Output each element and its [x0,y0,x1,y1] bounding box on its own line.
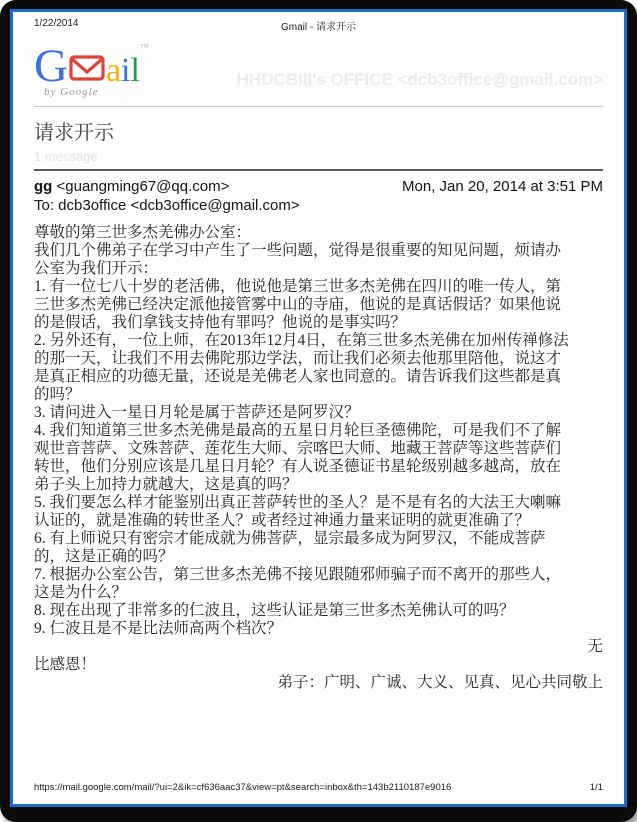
body-line: 8. 现在出现了非常多的仁波且，这些认证是第三世多杰羌佛认可的吗？ [34,602,515,619]
sender [34,177,229,196]
body-line: 5. 我们要怎么样才能鉴别出真正菩萨转世的圣人？是不是有名的大法王大喇嘛 [34,494,562,511]
body-line: 观世音菩萨、文殊菩萨、莲花生大师、宗喀巴大师、地藏王菩萨等这些菩萨们 [34,440,562,457]
message-count: 1 message [34,149,98,164]
message-date: Mon, Jan 20, 2014 at 3:51 PM [402,178,603,195]
sender-email: <guangming67@qq.com> [52,178,230,195]
recipient-line: To: dcb3office <dcb3office@gmail.com> [34,197,300,214]
logo-trademark: ™ [139,42,149,52]
message-header [13,171,624,215]
print-url: https://mail.google.com/mail/?ui=2&ik=cf636aac37&view=pt&search=inbox&th=143b2110187e9016 [34,782,452,793]
gmail-logo [34,40,149,98]
body-line: 3. 请问进入一星日月轮是属于菩萨还是阿罗汉？ [34,404,360,421]
body-line: 弟子头上加持力就越大，这是真的吗？ [34,476,298,493]
divider-light [34,106,603,107]
print-date: 1/22/2014 [34,18,79,29]
page-number: 1/1 [589,782,603,793]
body-line: 无 [587,638,603,655]
body-line: 比感恩！ [34,656,97,673]
message-body [13,215,624,692]
body-line: 2. 另外还有，一位上师，在2013年12月4日，在第三世多杰羌佛在加州传禅修法 [34,332,569,349]
sender-name: gg [34,178,53,195]
body-line: 是真正相应的功德无量，还说是羌佛老人家也同意的。请告诉我们这些都是真 [34,368,562,385]
printed-page [10,9,627,807]
body-line: 转世，他们分别应该是几星日月轮？有人说圣德证书星轮级别越多越高，放在 [34,458,562,475]
body-line: 弟子：广明、广诚、大义、见真、见心共同敬上 [277,674,603,691]
body-line: 公室为我们开示： [34,260,159,277]
logo-letter-g: G [34,40,68,92]
print-footer [34,782,603,793]
body-line: 4. 我们知道第三世多杰羌佛是最高的五星日月轮巨圣德佛陀，可是我们不了解 [34,422,562,439]
body-line: 认证的，就是准确的转世圣人？或者经过神通力量来证明的就更准确了？ [34,512,531,529]
logo-byline: by Google [44,86,99,98]
logo-letter-l: l [130,52,140,89]
body-line: 三世多杰羌佛已经决定派他接管雾中山的寺庙，他说的是真话假话？如果他说 [34,296,562,313]
body-line: 的那一天，让我们不用去佛陀那边学法，而让我们必须去他那里陪他，说这才 [34,350,562,367]
logo-letter-a: a [105,52,122,89]
body-line: 我们几个佛弟子在学习中产生了一些问题，觉得是很重要的知见问题，烦请办 [34,242,562,259]
print-doc-title: Gmail - 请求开示 [281,22,356,33]
body-line: 9. 仁波且是不是比法师高两个档次？ [34,620,283,637]
subject-title: 请求开示 [34,122,114,144]
account-watermark: HHDCBIII's OFFICE <dcb3office@gmail.com> [236,70,603,89]
body-line: 尊敬的第三世多杰羌佛办公室： [34,224,252,241]
body-line: 的，这是正确的吗？ [34,548,174,565]
logo-letter-i: i [121,52,131,89]
body-line: 7. 根据办公室公告，第三世多杰羌佛不接见跟随邪师骗子而不离开的那些人， [34,566,562,583]
body-line: 的是假话，我们拿钱支持他有罪吗？他说的是事实吗？ [34,314,407,331]
logo-row [13,40,624,98]
body-line: 的吗？ [34,386,81,403]
body-line: 这是为什么？ [34,584,128,601]
body-line: 6. 有上师说只有密宗才能成就为佛菩萨，显宗最多成为阿罗汉，不能成菩萨 [34,530,546,547]
envelope-icon [69,55,105,85]
body-line: 1. 有一位七八十岁的老活佛，他说他是第三世多杰羌佛在四川的唯一传人，第 [34,278,562,295]
print-header [13,18,624,31]
